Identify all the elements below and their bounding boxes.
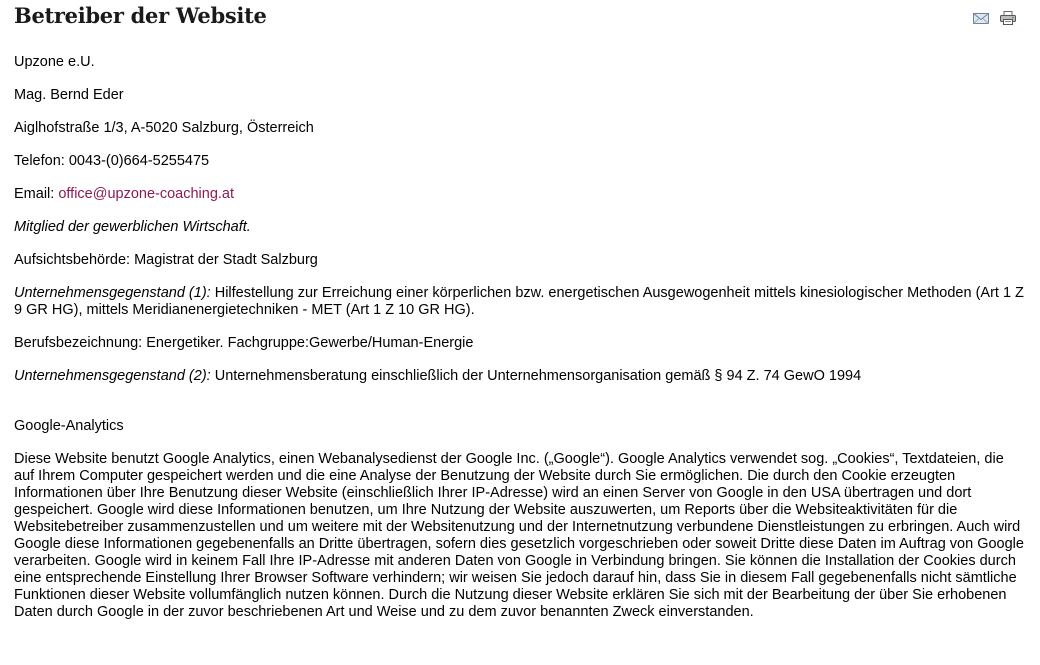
printer-icon[interactable]	[1000, 11, 1016, 25]
supervisory-authority: Aufsichtsbehörde: Magistrat der Stadt Salzburg	[14, 252, 318, 268]
person-name: Mag. Bernd Eder	[14, 87, 124, 103]
purpose-2-label: Unternehmensgegenstand (2):	[14, 368, 211, 384]
membership	[14, 219, 1026, 236]
purpose-2-text: Unternehmensberatung einschließlich der Unternehmensorganisation gemäß § 94 Z. 74 GewO 1994	[210, 368, 862, 384]
membership-text: Mitglied der gewerblichen Wirtschaft.	[14, 219, 251, 235]
email-label: Email:	[14, 186, 59, 202]
email-link[interactable]: office@upzone-coaching.at	[58, 186, 235, 202]
envelope-icon[interactable]	[973, 11, 989, 25]
company-name: Upzone e.U.	[14, 54, 95, 70]
page-tools	[973, 11, 1016, 25]
phone: Telefon: 0043-(0)664-5255475	[14, 153, 210, 169]
business-purpose-2	[14, 368, 1026, 385]
email-row	[14, 186, 1026, 203]
business-purpose-1	[14, 285, 1026, 319]
imprint-content	[14, 54, 1026, 621]
profession: Berufsbezeichnung: Energetiker. Fachgruppe:Gewerbe/Human-Energie	[14, 335, 474, 351]
address: Aiglhofstraße 1/3, A-5020 Salzburg, Österreich	[14, 120, 314, 136]
page-title: Betreiber der Website	[14, 3, 267, 28]
analytics-heading: Google-Analytics	[14, 418, 124, 434]
purpose-1-text: Hilfestellung zur Erreichung einer körperlichen bzw. energetischen Ausgewogenheit mittels kinesiologischer Methoden (Art 1 Z 9 GR HG), mittels Meridianenergietechniken - MET (Art 1 Z 10 GR HG).	[14, 285, 1024, 318]
purpose-1-label: Unternehmensgegenstand (1):	[14, 285, 211, 301]
analytics-text: Diese Website benutzt Google Analytics, einen Webanalysedienst der Google Inc. („Google“). Google Analytics verwendet sog. „Cookies“, Textdateien, die auf Ihrem Computer gespeichert werden und die eine Analyse der Benutzung der Website durch Sie ermöglichen. Die durch den Cookie erzeugten Informationen über Ihre Benutzung dieser Website (einschließlich Ihrer IP-Adresse) wird an einen Server von Google in den USA übertragen und dort gespeichert. Google wird diese Informationen benutzen, um Ihre Nutzung der Website auszuwerten, um Reports über die Websiteaktivitäten für die Websitebetreiber zusammenzustellen und um weitere mit der Websitenutzung und der Internetnutzung verbundene Dienstleistungen zu erbringen. Auch wird Google diese Informationen gegebenenfalls an Dritte übertragen, sofern dies gesetzlich vorgeschrieben oder soweit Dritte diese Daten im Auftrag von Google verarbeiten. Google wird in keinem Fall Ihre IP-Adresse mit anderen Daten von Google in Verbindung bringen. Sie können die Installation der Cookies durch eine entsprechende Einstellung Ihrer Browser Software verhindern; wir weisen Sie jedoch darauf hin, dass Sie in diesem Fall gegebenenfalls nicht sämtliche Funktionen dieser Website vollumfänglich nutzen können. Durch die Nutzung dieser Website erklären Sie sich mit der Bearbeitung der über Sie erhobenen Daten durch Google in der zuvor beschriebenen Art und Weise und zu dem zuvor benannten Zweck einverstanden.	[14, 451, 1024, 620]
